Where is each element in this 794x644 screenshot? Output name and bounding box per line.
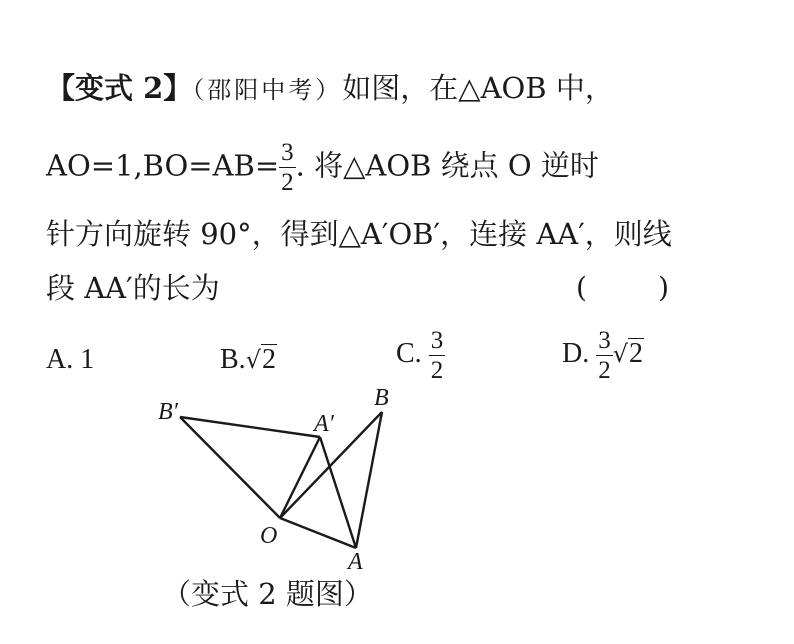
answer-blank: ( )	[576, 271, 670, 304]
question-line-4: 段 AA′的长为	[46, 271, 220, 305]
question-tag: 【变式 2】	[46, 71, 193, 105]
option-d-label: D.	[562, 337, 597, 369]
radical-icon: √	[245, 346, 261, 374]
label-b-prime: B′	[158, 399, 178, 425]
segment-a-prime-a	[320, 437, 356, 548]
label-b: B	[374, 385, 389, 411]
option-d-radicand: 2	[629, 337, 644, 369]
option-c-label: C.	[396, 337, 429, 369]
segment-o-a	[280, 518, 356, 548]
option-d-numerator: 3	[598, 327, 611, 354]
option-a: A. 1	[46, 344, 95, 375]
option-c-fraction	[429, 328, 446, 383]
question-text-2a: AO=1,BO=AB=	[46, 148, 280, 183]
option-d	[562, 328, 644, 383]
option-d-fraction	[596, 328, 613, 383]
label-o: O	[260, 523, 278, 549]
option-c-numerator: 3	[430, 327, 444, 354]
fraction-numerator: 3	[281, 139, 294, 166]
question-line-2	[46, 140, 599, 195]
label-a: A	[348, 549, 363, 575]
segment-a-b	[356, 412, 382, 548]
question-line-3: 针方向旋转 90°，得到△A′OB′，连接 AA′，则线	[46, 217, 672, 251]
option-b	[220, 338, 277, 382]
option-b-radicand: 2	[261, 344, 276, 375]
figure-caption: （变式 2 题图）	[162, 577, 373, 611]
radical-icon: √	[612, 339, 629, 368]
segment-b-prime-a-prime	[180, 417, 320, 437]
fraction-three-halves	[279, 140, 296, 195]
question-source: （邵阳中考）	[192, 76, 343, 104]
question-line-1	[46, 68, 614, 110]
segment-o-a-prime	[280, 437, 320, 518]
question-text-2b: . 将△AOB 绕点 O 逆时	[295, 148, 599, 183]
option-c-denominator: 2	[430, 357, 444, 384]
fraction-denominator: 2	[281, 169, 294, 196]
option-b-label: B.	[220, 344, 246, 375]
option-c	[396, 328, 445, 383]
geometry-figure	[150, 385, 400, 575]
question-text-1: 如图，在△AOB 中，	[342, 71, 614, 105]
label-a-prime: A′	[314, 411, 334, 437]
option-d-denominator: 2	[598, 357, 611, 384]
segment-b-prime-o	[180, 417, 280, 518]
